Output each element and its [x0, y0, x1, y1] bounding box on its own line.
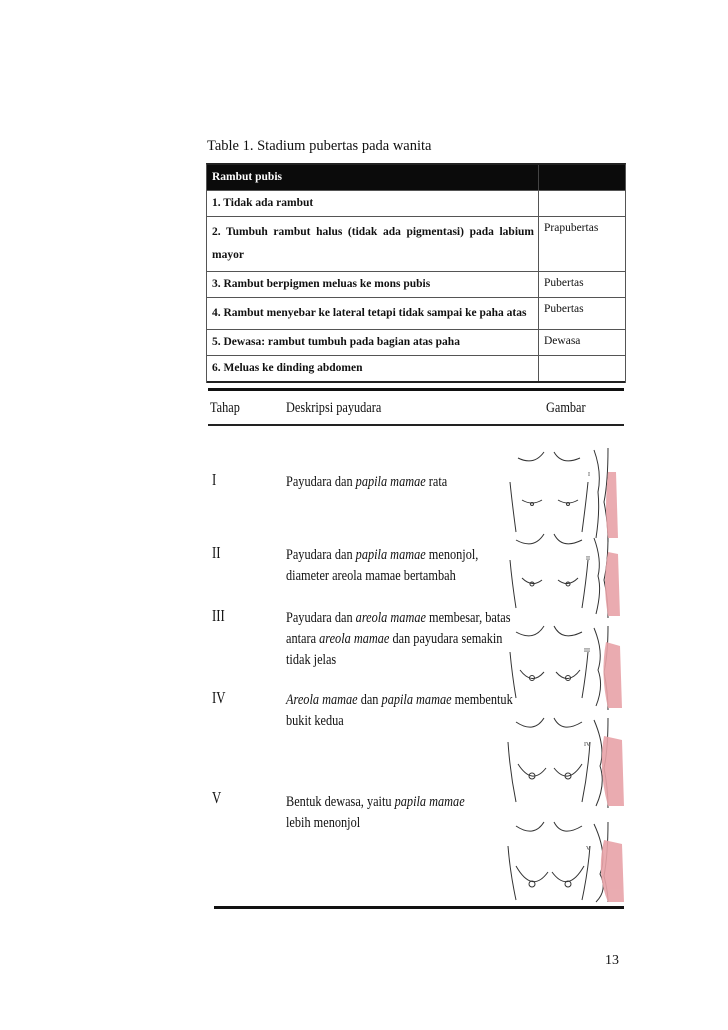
- stage-1-tissue: [606, 472, 618, 538]
- row-description: 2. Tumbuh rambut halus (tidak ada pigmentasi) pada labium mayor: [207, 217, 539, 271]
- desc-text: Payudara dan: [286, 474, 356, 490]
- desc-text: membentuk: [451, 692, 513, 708]
- pubic-hair-table: [206, 163, 626, 383]
- header-stage: Tahap: [210, 400, 240, 416]
- row-description: 4. Rambut menyebar ke lateral tetapi tidak sampai ke paha atas: [207, 298, 539, 329]
- desc-text: menonjol,: [425, 547, 479, 563]
- row-stage: [539, 356, 625, 381]
- table-row: [207, 356, 625, 383]
- desc-text: rata: [425, 474, 448, 490]
- desc-text: lebih menonjol: [286, 815, 361, 831]
- row-description: 1. Tidak ada rambut: [207, 191, 539, 216]
- table-row: [207, 191, 625, 217]
- table-row: [207, 330, 625, 356]
- desc-term: papila mamae: [355, 547, 426, 563]
- desc-text: Payudara dan: [286, 610, 356, 626]
- figure-top-rule: [208, 388, 624, 391]
- desc-term: papila mamae: [394, 794, 465, 810]
- image-label: I: [588, 472, 590, 478]
- stage-description: [286, 472, 447, 493]
- figure-header-rule: [208, 424, 624, 426]
- desc-text: membesar, batas: [425, 610, 511, 626]
- figure-bottom-rule: [214, 906, 624, 909]
- stage-description: [286, 792, 465, 834]
- image-label: IV: [584, 742, 591, 748]
- desc-text: Bentuk dewasa, yaitu: [286, 794, 395, 810]
- stage-label: V: [212, 788, 222, 807]
- stage-label: III: [212, 606, 225, 625]
- table-header-row: [207, 165, 625, 191]
- stage-description: [286, 608, 511, 671]
- row-stage: Dewasa: [544, 335, 581, 347]
- image-label: V: [586, 846, 591, 852]
- stage-description: [286, 690, 513, 732]
- desc-text: antara: [286, 631, 320, 647]
- desc-text: Payudara dan: [286, 547, 356, 563]
- desc-text: dan: [357, 692, 382, 708]
- table-row: [207, 272, 625, 298]
- table-header-empty-cell: [539, 165, 625, 190]
- table-caption: Table 1. Stadium pubertas pada wanita: [207, 138, 432, 154]
- breast-development-illustration: [504, 442, 626, 904]
- stage-label: IV: [212, 688, 226, 707]
- row-stage: Pubertas: [544, 277, 584, 289]
- row-stage: Prapubertas: [544, 222, 599, 234]
- stage-5-tissue: [601, 840, 624, 902]
- stage-3-drawing: [510, 626, 608, 710]
- stage-description: [286, 545, 478, 587]
- stage-3-tissue: [603, 642, 622, 708]
- desc-text: dan payudara semakin: [389, 631, 503, 647]
- desc-term: papila mamae: [355, 474, 426, 490]
- stage-2-tissue: [605, 552, 620, 616]
- stage-label: II: [212, 543, 221, 562]
- row-description: 6. Meluas ke dinding abdomen: [207, 356, 539, 381]
- breast-stage-figure: [208, 388, 624, 910]
- desc-term: areola mamae: [355, 610, 426, 626]
- header-description: Deskripsi payudara: [286, 400, 382, 416]
- table-header-cell: Rambut pubis: [207, 165, 539, 190]
- stage-2-drawing: [510, 534, 608, 618]
- page-number: 13: [605, 953, 619, 968]
- desc-term: Areola mamae: [286, 692, 358, 708]
- desc-text: diameter areola mamae bertambah: [286, 568, 456, 584]
- desc-text: bukit kedua: [286, 713, 344, 729]
- desc-text: tidak jelas: [286, 652, 337, 668]
- table-row: [207, 298, 625, 330]
- image-label: II: [586, 556, 590, 562]
- stage-5-drawing: [508, 822, 608, 902]
- row-description: 3. Rambut berpigmen meluas ke mons pubis: [207, 272, 539, 297]
- row-stage: [539, 191, 625, 216]
- stage-label: I: [212, 470, 217, 489]
- stage-4-drawing: [508, 718, 608, 808]
- row-stage: Pubertas: [544, 303, 584, 315]
- table-row: [207, 217, 625, 272]
- image-label: III: [584, 648, 590, 654]
- header-image: Gambar: [546, 400, 586, 416]
- stage-1-drawing: [510, 448, 608, 542]
- stage-4-tissue: [602, 736, 624, 806]
- row-description: 5. Dewasa: rambut tumbuh pada bagian atas paha: [207, 330, 539, 355]
- desc-term: papila mamae: [381, 692, 452, 708]
- desc-term: areola mamae: [319, 631, 390, 647]
